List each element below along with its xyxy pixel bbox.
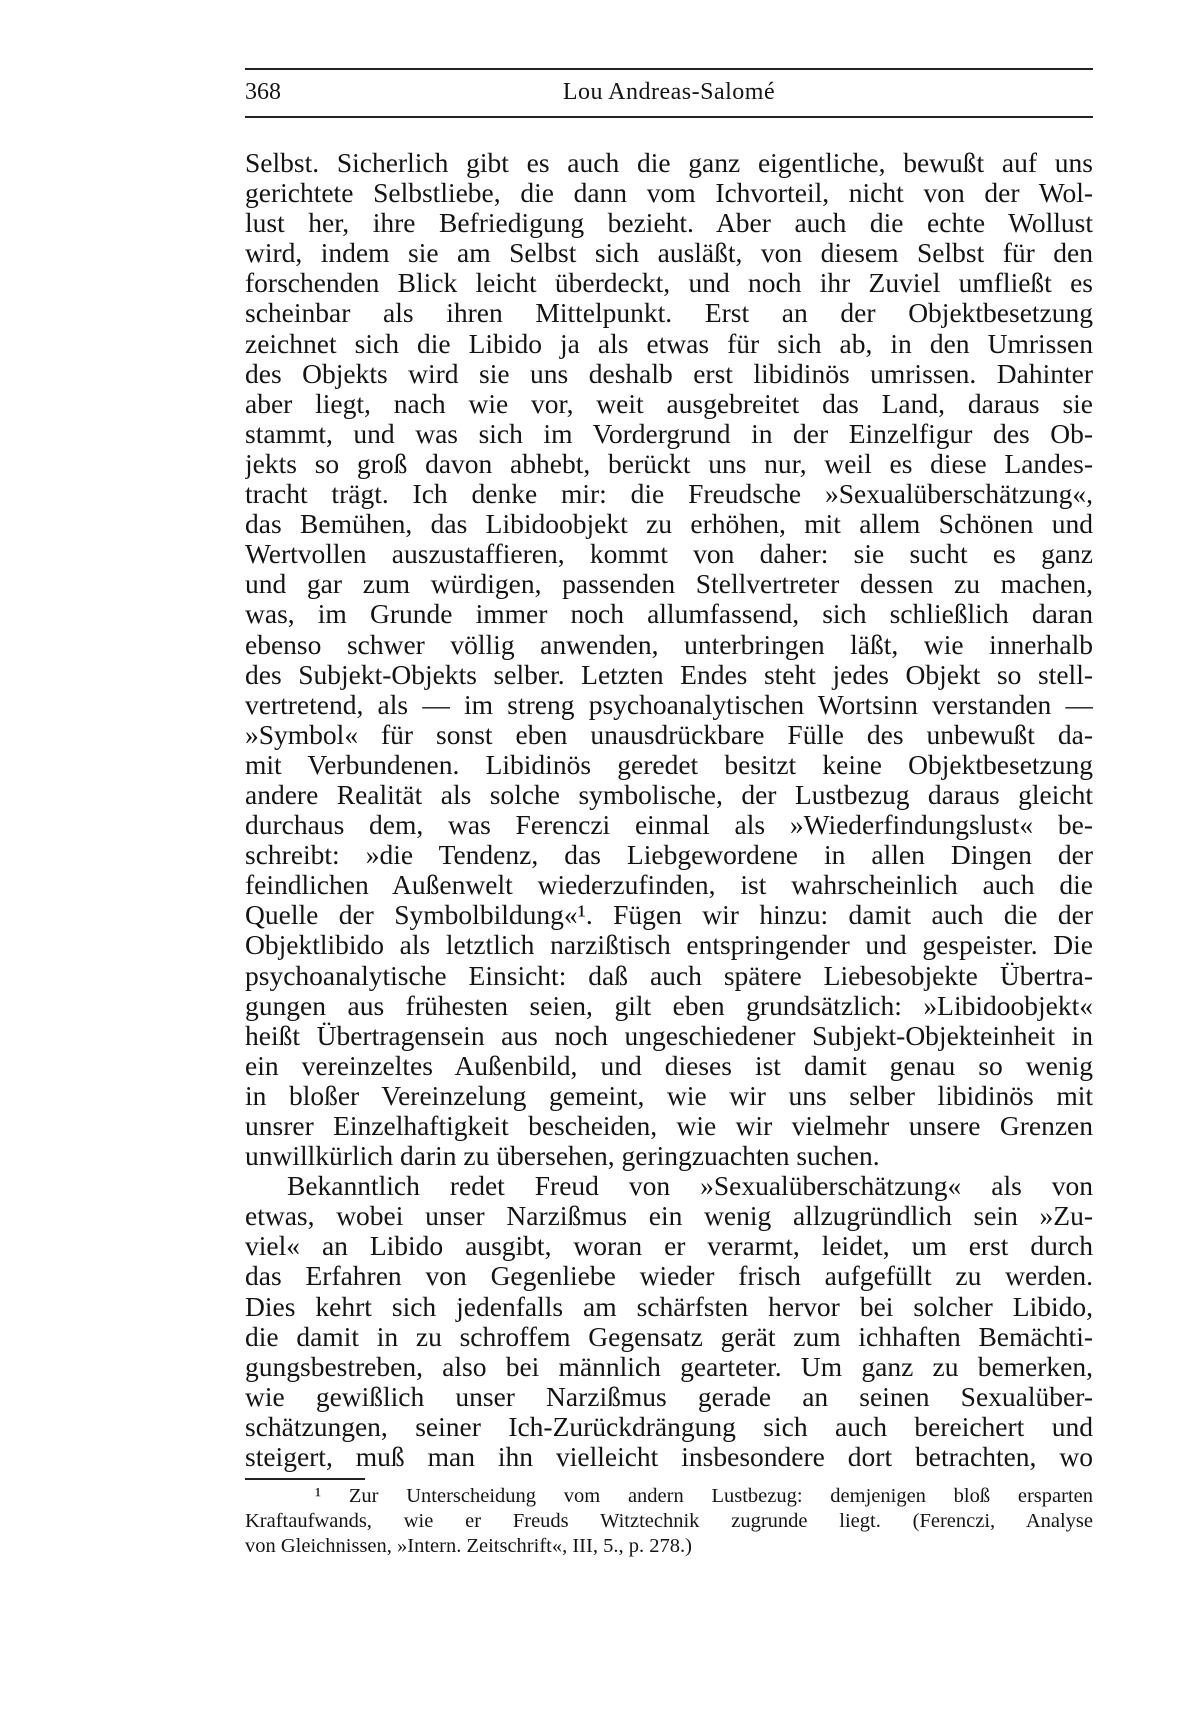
header-top-rule <box>245 68 1093 70</box>
footnote-line: ¹ Zur Unterscheidung vom andern Lustbezug: demjenigen bloß ersparten <box>315 1485 1093 1507</box>
header-bottom-rule <box>245 116 1093 118</box>
text-line: gungen aus frühesten seien, gilt eben grundsätzlich: »Libidoobjekt« <box>245 990 1093 1021</box>
text-line: Selbst. Sicherlich gibt es auch die ganz eigentliche, bewußt auf uns <box>245 148 1093 178</box>
text-line: jekts so groß davon abhebt, berückt uns nur, weil es diese Landes- <box>245 448 1093 479</box>
text-line: stammt, und was sich im Vordergrund in der Einzelfigur des Ob- <box>245 418 1093 449</box>
text-line: in bloßer Vereinzelung gemeint, wie wir uns selber libidinös mit <box>245 1080 1093 1111</box>
body-text <box>245 148 1093 1472</box>
page-number: 368 <box>245 79 281 105</box>
footnote <box>245 1484 1093 1559</box>
text-line: aber liegt, nach wie vor, weit ausgebreitet das Land, daraus sie <box>245 388 1093 419</box>
text-line: durchaus dem, was Ferenczi einmal als »Wiederfindungslust« be- <box>245 810 1093 841</box>
text-line: andere Realität als solche symbolische, der Lustbezug daraus gleicht <box>245 779 1093 810</box>
text-line: des Objekts wird sie uns deshalb erst libidinös umrissen. Dahinter <box>245 358 1093 389</box>
text-line: das Bemühen, das Libidoobjekt zu erhöhen, mit allem Schönen und <box>245 509 1093 540</box>
text-line: »Symbol« für sonst eben unausdrückbare Fülle des unbewußt da- <box>245 719 1093 750</box>
text-line: schreibt: »die Tendenz, das Liebgewordene in allen Dingen der <box>245 840 1093 871</box>
text-line: die damit in zu schroffem Gegensatz gerät zum ichhaften Bemächti- <box>245 1321 1093 1352</box>
text-line: gungsbestreben, also bei männlich gearteter. Um ganz zu bemerken, <box>245 1351 1093 1382</box>
text-line: wie gewißlich unser Narzißmus gerade an seinen Sexualüber- <box>245 1381 1093 1412</box>
text-line: mit Verbundenen. Libidinös geredet besitzt keine Objektbesetzung <box>245 749 1093 780</box>
text-line: gerichtete Selbstliebe, die dann vom Ichvorteil, nicht von der Wol- <box>245 178 1093 209</box>
text-line: vertretend, als — im streng psychoanalytischen Wortsinn verstanden — <box>245 689 1093 720</box>
running-title: Lou Andreas-Salomé <box>562 79 776 105</box>
text-line: was, im Grunde immer noch allumfassend, sich schließlich daran <box>245 599 1093 630</box>
text-line: feindlichen Außenwelt wiederzufinden, ist wahrscheinlich auch die <box>245 870 1093 901</box>
text-line: etwas, wobei unser Narzißmus ein wenig allzugründlich sein »Zu- <box>245 1201 1093 1232</box>
text-line: Wertvollen auszustaffieren, kommt von daher: sie sucht es ganz <box>245 539 1093 570</box>
text-line: tracht trägt. Ich denke mir: die Freudsche »Sexualüberschätzung«, <box>245 479 1093 510</box>
text-line: das Erfahren von Gegenliebe wieder frisch aufgefüllt zu werden. <box>245 1261 1093 1292</box>
text-line: viel« an Libido ausgibt, woran er verarmt, leidet, um erst durch <box>245 1231 1093 1262</box>
text-line: lust her, ihre Befriedigung bezieht. Aber auch die echte Wollust <box>245 208 1093 239</box>
text-line: wird, indem sie am Selbst sich ausläßt, von diesem Selbst für den <box>245 238 1093 269</box>
footnote-rule <box>245 1478 365 1480</box>
paragraph-start-line: Bekanntlich redet Freud von »Sexualüberschätzung« als von <box>287 1171 1093 1202</box>
text-line: scheinbar als ihren Mittelpunkt. Erst an der Objektbesetzung <box>245 298 1093 329</box>
paragraph-end-line: unwillkürlich darin zu übersehen, geringzuachten suchen. <box>245 1141 880 1172</box>
text-line: ebenso schwer völlig anwenden, unterbringen läßt, wie innerhalb <box>245 629 1093 660</box>
running-head <box>245 74 1093 110</box>
text-line: und gar zum würdigen, passenden Stellvertreter dessen zu machen, <box>245 569 1093 600</box>
text-line: unsrer Einzelhaftigkeit bescheiden, wie wir vielmehr unsere Grenzen <box>245 1111 1093 1141</box>
text-line: Objektlibido als letztlich narzißtisch entspringender und gespeister. Die <box>245 930 1093 961</box>
text-line: forschenden Blick leicht überdeckt, und noch ihr Zuviel umfließt es <box>245 268 1093 299</box>
text-line: heißt Übertragensein aus noch ungeschiedener Subjekt-Objekteinheit in <box>245 1020 1093 1051</box>
footnote-line: von Gleichnissen, »Intern. Zeitschrift«, III, 5., p. 278.) <box>245 1535 692 1557</box>
text-line: Dies kehrt sich jedenfalls am schärfsten hervor bei solcher Libido, <box>245 1291 1093 1322</box>
text-line: steigert, muß man ihn vielleicht insbesondere dort betrachten, wo <box>245 1442 1093 1473</box>
text-line: psychoanalytische Einsicht: daß auch spätere Liebesobjekte Übertra- <box>245 960 1093 991</box>
text-line: ein vereinzeltes Außenbild, und dieses ist damit genau so wenig <box>245 1050 1093 1081</box>
footnote-line: Kraftaufwands, wie er Freuds Witztechnik zugrunde liegt. (Ferenczi, Analyse <box>245 1510 1093 1532</box>
text-line: des Subjekt-Objekts selber. Letzten Endes steht jedes Objekt so stell- <box>245 659 1093 690</box>
text-line: zeichnet sich die Libido ja als etwas für sich ab, in den Umrissen <box>245 328 1093 359</box>
text-line: schätzungen, seiner Ich-Zurückdrängung sich auch bereichert und <box>245 1411 1093 1442</box>
text-line: Quelle der Symbolbildung«¹. Fügen wir hinzu: damit auch die der <box>245 900 1093 931</box>
